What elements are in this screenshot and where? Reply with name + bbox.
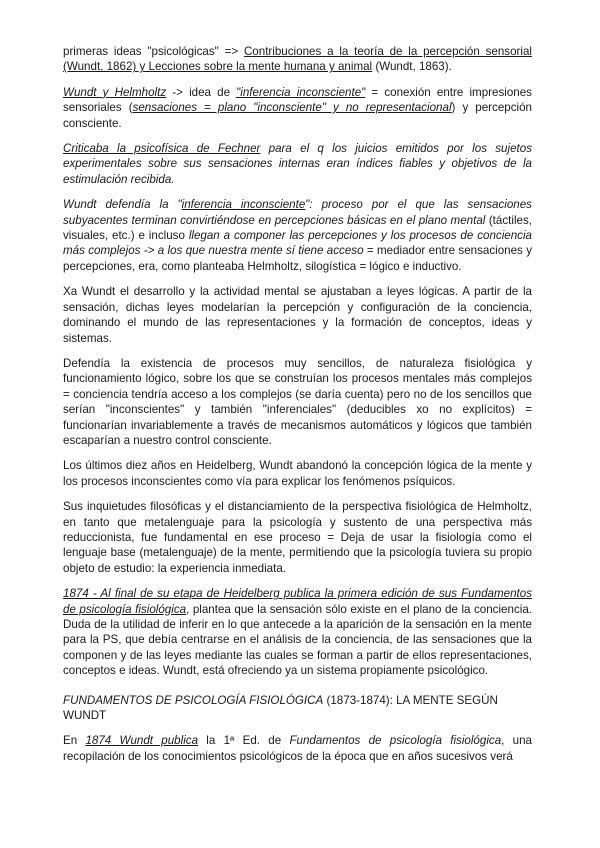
text-run: (Wundt, 1863). [372, 60, 452, 74]
paragraph-last [63, 733, 532, 764]
text-run: FUNDAMENTOS DE PSICOLOGÍA FISIOLÓGICA [63, 693, 324, 707]
text-run: Defendía la existencia de procesos muy sencillos, de naturaleza fisiológica y funcionamiento lógico, sobre los que se construían los procesos mentales más complejos = conciencia tendría acceso a los complejos (se daría cuenta) pero no de los sencillos que serían "inconscientes" y también "inferenciales" (deducibles xo no explícitos) = funcionarían invariablemente a través de mecanismos automáticos y lógicos que también escaparían a nuestro control consciente. [63, 356, 532, 447]
text-run: Fundamentos de psicología fisiológica [289, 734, 502, 748]
section-heading [63, 693, 532, 724]
text-run: Wundt y Helmholtz [63, 85, 167, 99]
paragraph-p3 [63, 141, 532, 187]
text-run: , plantea que la sensación sólo existe en el plano de la conciencia. Duda de la utilidad de inferir en lo que antecede a la aparición de la sensación en la mente para la PS, que debía centrarse en el análisis de la conciencia, de las sensaciones que la componen y de las leyes mediante las cuales se forman a partir de ellos representaciones, conceptos e ideas. Wundt, está ofreciendo ya un sistema propiamente psicológico. [63, 602, 532, 678]
text-run: la 1ª Ed. de [198, 734, 290, 748]
text-run: Contribuciones a la teoría de la percepción sensorial (Wundt, 1862) y Lecciones sobre la mente humana y animal [63, 45, 533, 74]
text-run: 1874 Wundt publica [85, 734, 199, 748]
text-run: primeras ideas "psicológicas" => [63, 45, 244, 58]
paragraph-p4 [63, 197, 532, 274]
paragraph-p8 [63, 499, 532, 576]
text-run: = mediador entre sensaciones y percepciones, era, como planteaba Helmholtz, silogística = lógico e inductivo. [63, 244, 532, 273]
text-run: En [63, 734, 86, 748]
text-run: para el q los juicios emitidos por los sujetos experimentales sobre sus sensaciones internas eran índices fiables y objetivos de la estimulación recibida. [63, 142, 532, 186]
body-text [63, 44, 532, 679]
text-run: -> idea de [166, 85, 237, 99]
paragraph-p7 [63, 458, 532, 489]
text-run: sensaciones = plano "inconsciente" y no representacional [132, 101, 452, 115]
paragraph-p1 [63, 44, 532, 75]
text-run: Wundt defendía la " [63, 198, 182, 212]
text-run: ": proceso por el que las sensaciones subyacentes terminan convirtiéndose en percepciones básicas en el plano mental [63, 198, 532, 227]
text-run: 1874 - Al final de su etapa de Heidelberg publica la primera edición de sus Fundamentos de psicología fisiológica [63, 587, 532, 616]
text-run: "inferencia inconsciente" [236, 85, 366, 99]
text-run: inferencia inconsciente [181, 198, 306, 212]
text-run: , una recopilación de los conocimientos psicológicos de la época que en años sucesivos verá [63, 734, 532, 763]
text-run: = conexión entre impresiones sensoriales ( [63, 85, 532, 115]
text-run: Xa Wundt el desarrollo y la actividad mental se ajustaban a leyes lógicas. A partir de la sensación, dichas leyes modelarían la percepción y configuración de la conciencia, dominando el mundo de las representaciones y la formación de conceptos, ideas y sistemas. [63, 285, 532, 345]
text-run: Los últimos diez años en Heidelberg, Wundt abandonó la concepción lógica de la mente y los procesos inconscientes como vía para explicar los fenómenos psíquicos. [63, 459, 532, 488]
text-run: Sus inquietudes filosóficas y el distanciamiento de la perspectiva fisiológica de Helmholtz, en tanto que metalenguaje para la psicología y sustento de una perspectiva más reduccionista, fue fundamental en ese proceso = Deja de usar la fisiología como el lenguaje base (metalenguaje) de la mente, permitiendo que la psicología tuviera su propio objeto de estudio: la experiencia inmediata. [63, 500, 532, 575]
text-run: ) y percepción consciente. [63, 101, 532, 130]
text-run: Criticaba la psicofísica de Fechner [63, 142, 261, 156]
paragraph-p2 [63, 85, 532, 131]
paragraph-p5 [63, 284, 532, 346]
paragraph-p9 [63, 586, 532, 678]
text-run: (1873-1874): LA MENTE SEGÚN WUNDT [63, 693, 498, 723]
text-run: llegan a componer las percepciones y los procesos de conciencia más complejos -> a los que nuestra mente sí tiene acceso [63, 229, 533, 258]
paragraph-p6 [63, 356, 532, 448]
text-run: (táctiles, visuales, etc.) e incluso [63, 213, 532, 243]
